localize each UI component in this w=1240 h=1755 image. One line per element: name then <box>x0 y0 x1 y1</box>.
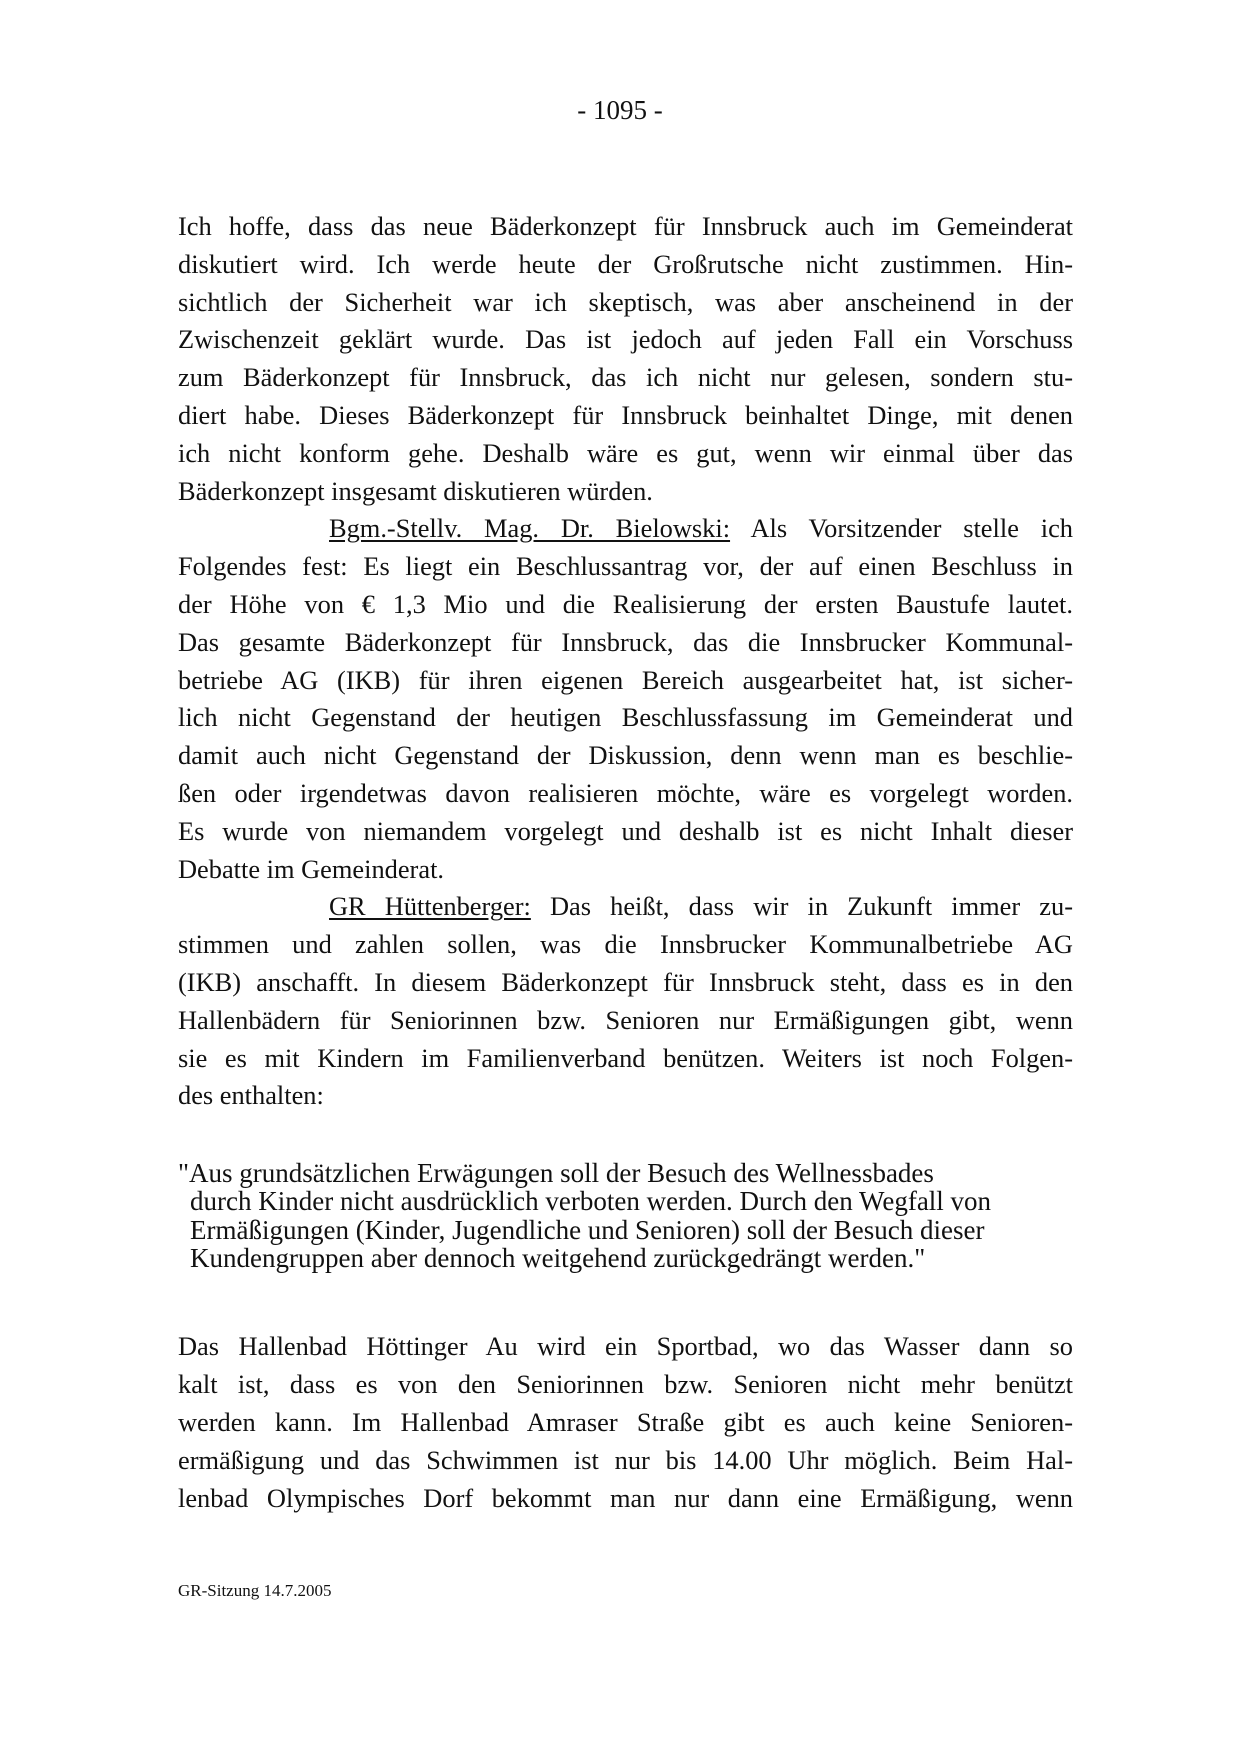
text-line: lenbad Olympisches Dorf bekommt man nur dann eine Ermäßigung, wenn <box>178 1482 1073 1513</box>
quote-line: "Aus grundsätzlichen Erwägungen soll der Besuch des Wellnessbades <box>178 1158 934 1189</box>
text-line: betriebe AG (IKB) für ihren eigenen Bereich ausgearbeitet hat, ist sicher- <box>178 664 1073 695</box>
text-line: zum Bäderkonzept für Innsbruck, das ich nicht nur gelesen, sondern stu- <box>178 362 1073 393</box>
text-line: damit auch nicht Gegenstand der Diskussion, denn wenn man es beschlie- <box>178 740 1073 771</box>
text-line: Bäderkonzept insgesamt diskutieren würden. <box>178 475 653 506</box>
text-line: stimmen und zahlen sollen, was die Innsbrucker Kommunalbetriebe AG <box>178 929 1073 960</box>
statement-first-line <box>178 888 1073 926</box>
paragraph-intro <box>178 208 1073 510</box>
text-line: der Höhe von € 1,3 Mio und die Realisierung der ersten Baustufe lautet. <box>178 588 1073 619</box>
text-line: sichtlich der Sicherheit war ich skeptisch, was aber anscheinend in der <box>178 286 1073 317</box>
statement-text: Als Vorsitzender stelle ich <box>730 513 1073 544</box>
text-line: Debatte im Gemeinderat. <box>178 853 444 884</box>
text-line: Hallenbädern für Seniorinnen bzw. Senioren nur Ermäßigungen gibt, wenn <box>178 1004 1073 1035</box>
text-line: (IKB) anschafft. In diesem Bäderkonzept für Innsbruck steht, dass es in den <box>178 966 1073 997</box>
document-body <box>178 208 1073 1517</box>
text-line: kalt ist, dass es von den Seniorinnen bzw. Senioren nicht mehr benützt <box>178 1369 1073 1400</box>
quote-line: Kundengruppen aber dennoch weitgehend zurückgedrängt werden." <box>190 1243 926 1274</box>
text-line: Das gesamte Bäderkonzept für Innsbruck, das die Innsbrucker Kommunal- <box>178 626 1073 657</box>
text-line: Zwischenzeit geklärt wurde. Das ist jedoch auf jeden Fall ein Vorschuss <box>178 324 1073 355</box>
statement-huettenberger <box>178 888 1073 1115</box>
text-line: lich nicht Gegenstand der heutigen Beschlussfassung im Gemeinderat und <box>178 702 1073 733</box>
text-line: werden kann. Im Hallenbad Amraser Straße gibt es auch keine Senioren- <box>178 1406 1073 1437</box>
page-number: - 1095 - <box>577 95 663 125</box>
statement-first-line <box>178 510 1073 548</box>
text-line: Das Hallenbad Höttinger Au wird ein Sportbad, wo das Wasser dann so <box>178 1331 1073 1362</box>
text-line: diert habe. Dieses Bäderkonzept für Innsbruck beinhaltet Dinge, mit denen <box>178 399 1073 430</box>
speaker-name: Bgm.-Stellv. Mag. Dr. Bielowski: <box>329 513 731 544</box>
quote-line: Ermäßigungen (Kinder, Jugendliche und Senioren) soll der Besuch dieser <box>190 1214 985 1245</box>
text-line: sie es mit Kindern im Familienverband benützen. Weiters ist noch Folgen- <box>178 1042 1073 1073</box>
statement-bielowski <box>178 510 1073 888</box>
text-line: des enthalten: <box>178 1080 324 1111</box>
text-line: Es wurde von niemandem vorgelegt und deshalb ist es nicht Inhalt dieser <box>178 815 1073 846</box>
text-line: ßen oder irgendetwas davon realisieren möchte, wäre es vorgelegt worden. <box>178 777 1073 808</box>
statement-text: Das heißt, dass wir in Zukunft immer zu- <box>530 891 1073 922</box>
block-quote <box>178 1159 1073 1272</box>
text-line: Ich hoffe, dass das neue Bäderkonzept für Innsbruck auch im Gemeinderat <box>178 211 1073 241</box>
speaker-name: GR Hüttenberger: <box>329 891 531 922</box>
text-line: diskutiert wird. Ich werde heute der Großrutsche nicht zustimmen. Hin- <box>178 248 1073 279</box>
text-line: Folgendes fest: Es liegt ein Beschlussantrag vor, der auf einen Beschluss in <box>178 551 1073 582</box>
quote-line: durch Kinder nicht ausdrücklich verboten werden. Durch den Wegfall von <box>190 1186 992 1217</box>
footer-session-date: GR-Sitzung 14.7.2005 <box>178 1581 332 1600</box>
paragraph-hallenbad <box>178 1328 1073 1517</box>
text-line: ich nicht konform gehe. Deshalb wäre es gut, wenn wir einmal über das <box>178 437 1073 468</box>
text-line: ermäßigung und das Schwimmen ist nur bis 14.00 Uhr möglich. Beim Hal- <box>178 1444 1073 1475</box>
